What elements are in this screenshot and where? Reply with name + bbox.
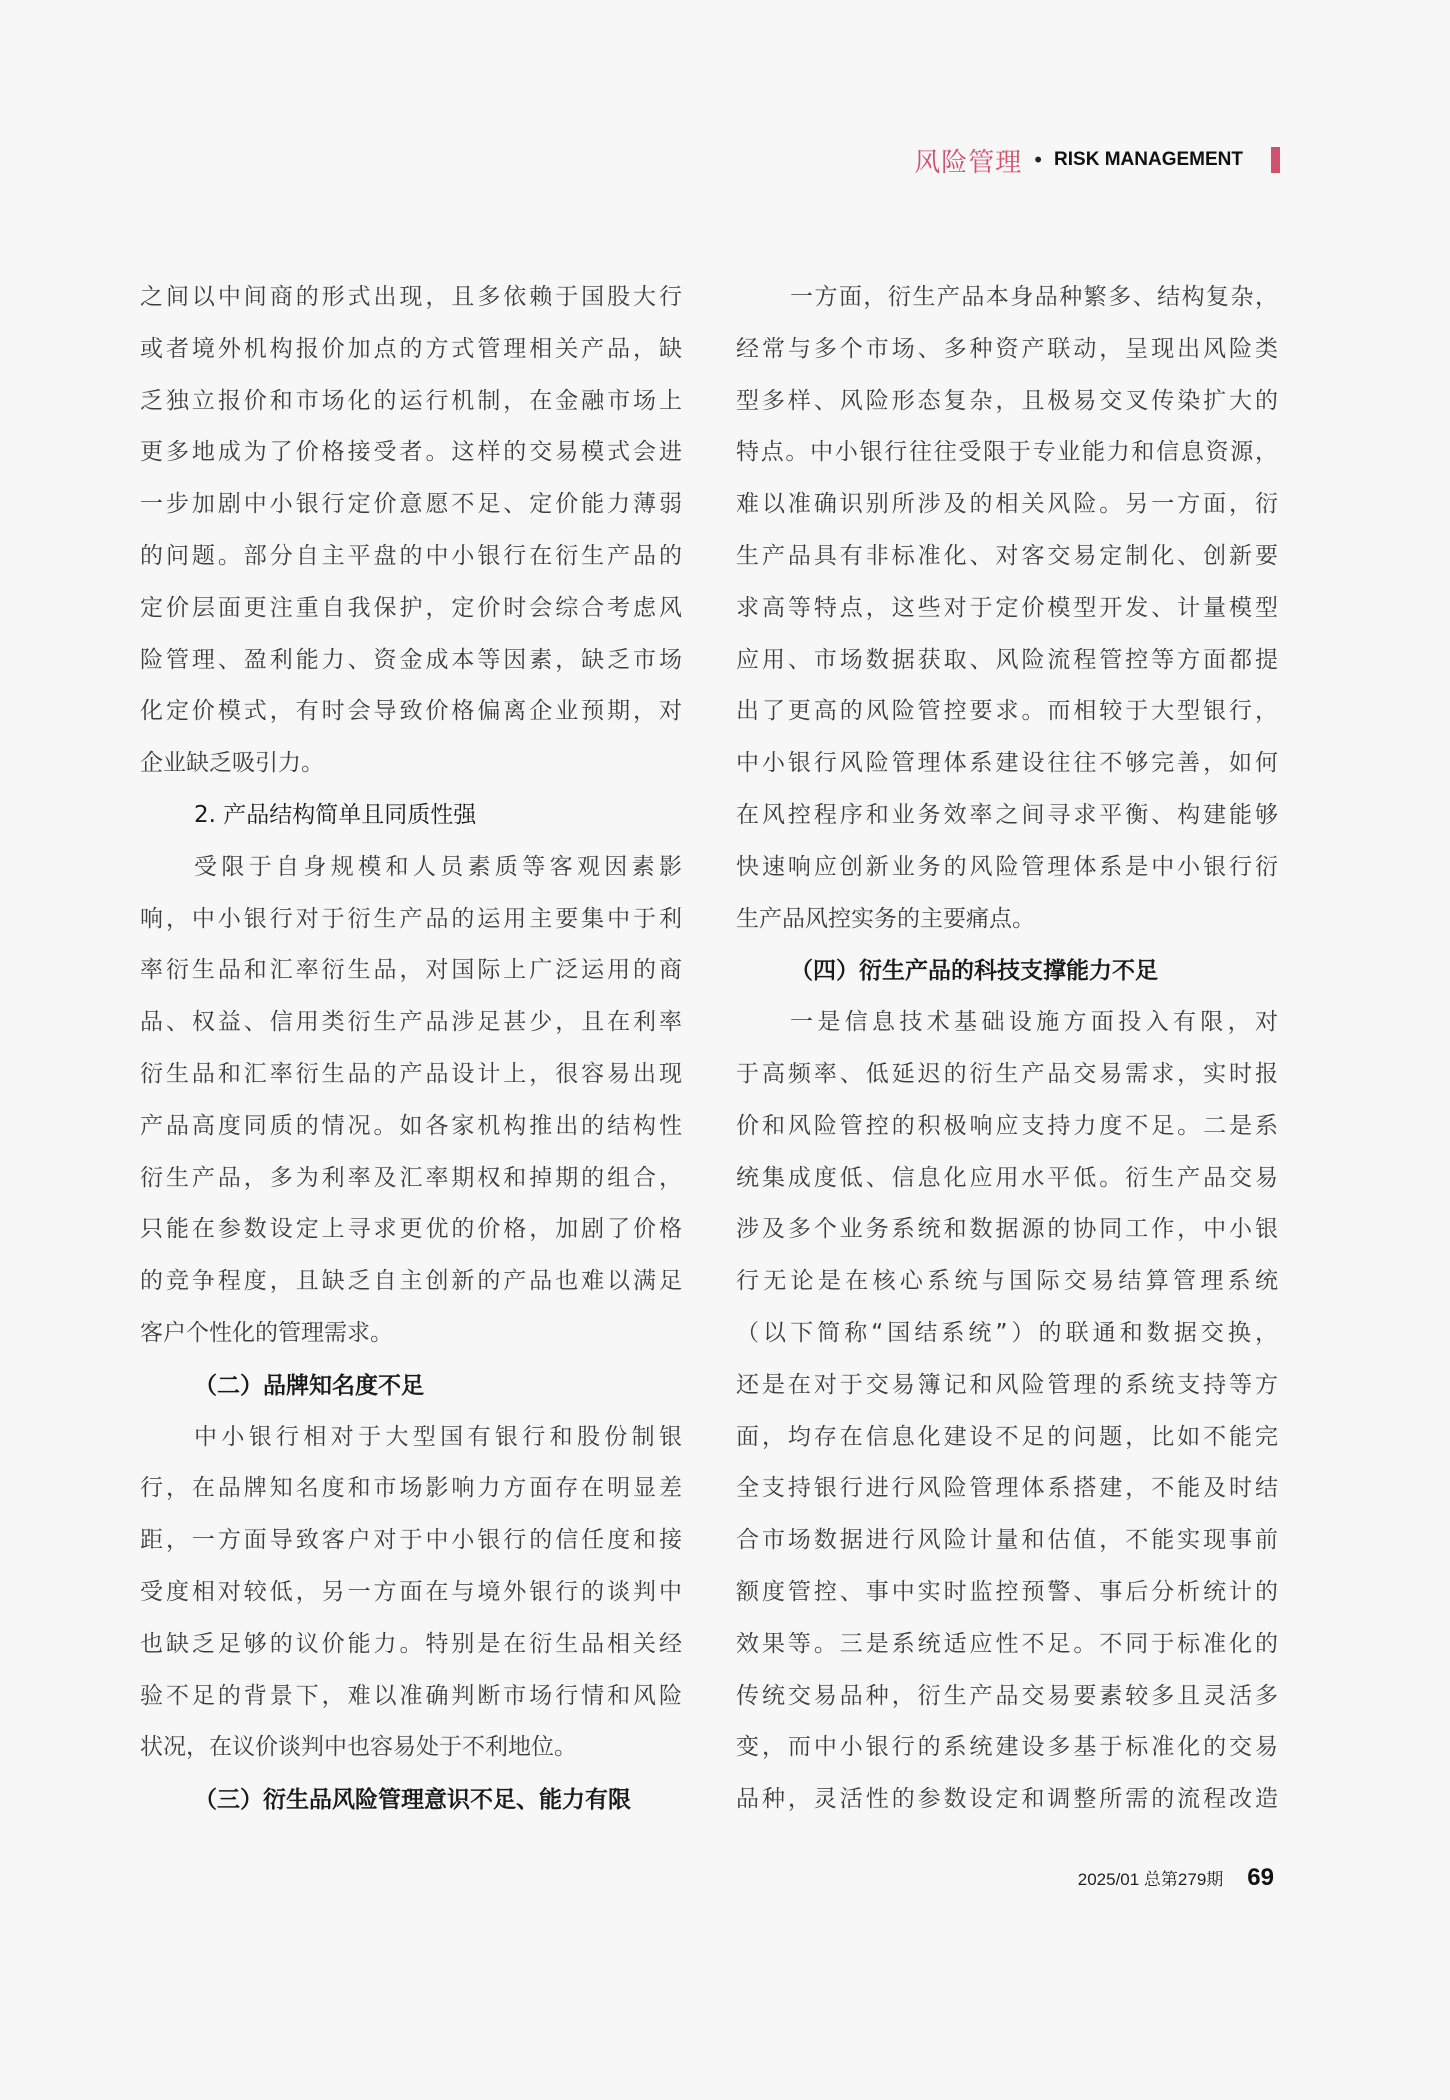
- text-line: 衍生品和汇率衍生品的产品设计上，很容易出现: [140, 1060, 682, 1087]
- text-line: 险管理、盈利能力、资金成本等因素，缺乏市场: [140, 646, 682, 673]
- text-line: 统集成度低、信息化应用水平低。衍生产品交易: [736, 1164, 1278, 1191]
- running-header: [914, 140, 1280, 180]
- text-line: 在风控程序和业务效率之间寻求平衡、构建能够: [736, 801, 1278, 828]
- text-line: 状况，在议价谈判中也容易处于不利地位。: [140, 1734, 577, 1761]
- header-accent-bar: [1271, 147, 1280, 173]
- text-line: 变，而中小银行的系统建设多基于标准化的交易: [736, 1734, 1278, 1761]
- section-heading: （二）品牌知名度不足: [194, 1371, 424, 1399]
- left-column: [140, 272, 682, 1826]
- text-line: 一是信息技术基础设施方面投入有限，对: [790, 1009, 1278, 1036]
- text-line: 于高频率、低延迟的衍生产品交易需求，实时报: [736, 1060, 1278, 1087]
- text-line: 快速响应创新业务的风险管理体系是中小银行衍: [736, 853, 1278, 880]
- text-line: 应用、市场数据获取、风险流程管控等方面都提: [736, 646, 1278, 673]
- text-line: 化定价模式，有时会导致价格偏离企业预期，对: [140, 698, 682, 725]
- section-heading: （四）衍生产品的科技支撑能力不足: [790, 957, 1158, 985]
- text-line: 受度相对较低，另一方面在与境外银行的谈判中: [140, 1578, 682, 1605]
- text-line: 涉及多个业务系统和数据源的协同工作，中小银: [736, 1216, 1278, 1243]
- section-title-cn: 风险管理: [914, 147, 1023, 178]
- text-line: 额度管控、事中实时监控预警、事后分析统计的: [736, 1578, 1278, 1605]
- text-line: 传统交易品种，衍生产品交易要素较多且灵活多: [736, 1682, 1278, 1709]
- text-line: 效果等。三是系统适应性不足。不同于标准化的: [736, 1630, 1278, 1657]
- text-line: 面，均存在信息化建设不足的问题，比如不能完: [736, 1423, 1278, 1450]
- text-line: 受限于自身规模和人员素质等客观因素影: [194, 853, 682, 880]
- text-line: 的竞争程度，且缺乏自主创新的产品也难以满足: [140, 1268, 682, 1295]
- text-line: 定价层面更注重自我保护，定价时会综合考虑风: [140, 594, 682, 621]
- section-title-en: RISK MANAGEMENT: [1054, 149, 1243, 170]
- text-line: 行无论是在核心系统与国际交易结算管理系统: [736, 1268, 1278, 1295]
- text-line: 特点。中小银行往往受限于专业能力和信息资源，: [736, 439, 1278, 466]
- text-line: 之间以中间商的形式出现，且多依赖于国股大行: [140, 284, 682, 310]
- section-heading: 2. 产品结构简单且同质性强: [194, 801, 477, 828]
- issue-label: 2025/01 总第279期: [1077, 1870, 1224, 1889]
- text-line: 还是在对于交易簿记和风险管理的系统支持等方: [736, 1371, 1278, 1398]
- text-line: 也缺乏足够的议价能力。特别是在衍生品相关经: [140, 1630, 682, 1657]
- text-line: 出了更高的风险管控要求。而相较于大型银行，: [736, 698, 1278, 725]
- text-line: 求高等特点，这些对于定价模型开发、计量模型: [736, 594, 1278, 621]
- text-line: 产品高度同质的情况。如各家机构推出的结构性: [140, 1112, 682, 1139]
- page-footer: [1078, 1864, 1274, 1892]
- text-line: 乏独立报价和市场化的运行机制，在金融市场上: [140, 387, 682, 414]
- text-line: 行，在品牌知名度和市场影响力方面存在明显差: [140, 1475, 682, 1502]
- text-line: 衍生产品，多为利率及汇率期权和掉期的组合，: [140, 1164, 682, 1191]
- header-separator: •: [1032, 148, 1045, 172]
- text-line: 中小银行风险管理体系建设往往不够完善，如何: [736, 750, 1278, 777]
- text-line: 型多样、风险形态复杂，且极易交叉传染扩大的: [736, 387, 1278, 414]
- text-line: 品、权益、信用类衍生产品涉足甚少，且在利率: [140, 1009, 682, 1036]
- text-line: 更多地成为了价格接受者。这样的交易模式会进: [140, 439, 682, 466]
- text-line: 企业缺乏吸引力。: [140, 750, 324, 777]
- text-line: 品种，灵活性的参数设定和调整所需的流程改造: [736, 1786, 1278, 1813]
- text-line: 全支持银行进行风险管理体系搭建，不能及时结: [736, 1475, 1278, 1502]
- text-line: 一方面，衍生产品本身品种繁多、结构复杂，: [790, 284, 1278, 310]
- text-line: 响，中小银行对于衍生产品的运用主要集中于利: [140, 905, 682, 932]
- text-line: 一步加剧中小银行定价意愿不足、定价能力薄弱: [140, 491, 682, 518]
- text-line: 或者境外机构报价加点的方式管理相关产品，缺: [140, 335, 682, 362]
- section-heading: （三）衍生品风险管理意识不足、能力有限: [194, 1786, 631, 1814]
- text-line: 难以准确识别所涉及的相关风险。另一方面，衍: [736, 491, 1278, 518]
- text-line: 只能在参数设定上寻求更优的价格，加剧了价格: [140, 1216, 682, 1243]
- text-line: 距，一方面导致客户对于中小银行的信任度和接: [140, 1527, 682, 1554]
- text-line: 的问题。部分自主平盘的中小银行在衍生产品的: [140, 542, 682, 569]
- text-line: 中小银行相对于大型国有银行和股份制银: [194, 1423, 682, 1450]
- text-line: 经常与多个市场、多种资产联动，呈现出风险类: [736, 335, 1278, 362]
- text-line: 生产品具有非标准化、对客交易定制化、创新要: [736, 542, 1278, 569]
- text-line: 客户个性化的管理需求。: [140, 1319, 393, 1346]
- text-line: 价和风险管控的积极响应支持力度不足。二是系: [736, 1112, 1278, 1139]
- text-line: （以下简称“国结系统”）的联通和数据交换，: [736, 1319, 1278, 1346]
- text-line: 生产品风控实务的主要痛点。: [736, 905, 1035, 932]
- text-line: 率衍生品和汇率衍生品，对国际上广泛运用的商: [140, 957, 682, 984]
- page-number: 69: [1247, 1864, 1274, 1891]
- text-line: 验不足的背景下，难以准确判断市场行情和风险: [140, 1682, 682, 1709]
- right-column: [736, 272, 1278, 1826]
- text-line: 合市场数据进行风险计量和估值，不能实现事前: [736, 1527, 1278, 1554]
